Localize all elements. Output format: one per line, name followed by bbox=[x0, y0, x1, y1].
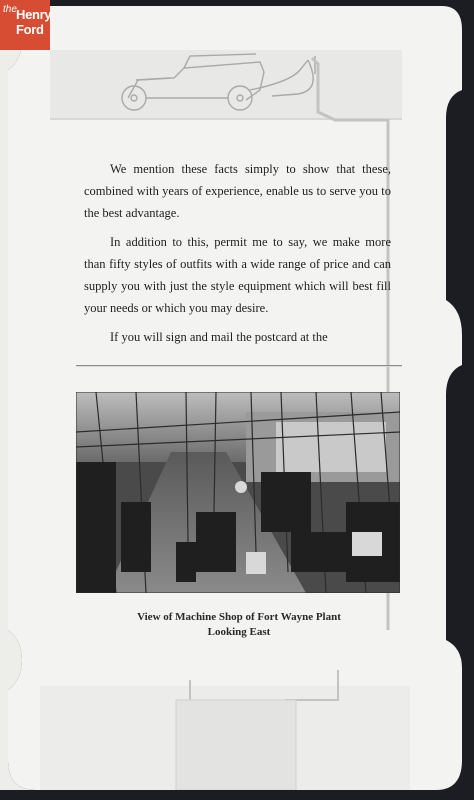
paragraph-2: In addition to this, permit me to say, we make more than fifty styles of outfits with a wide range of price and can supply you with just the style equipment which will best fill your needs or which you may desire. bbox=[84, 235, 391, 315]
photo-caption bbox=[76, 610, 402, 640]
machine-shop-photo bbox=[76, 392, 400, 593]
henry-ford-logo bbox=[0, 0, 50, 50]
caption-line-1: View of Machine Shop of Fort Wayne Plant bbox=[137, 611, 341, 623]
logo-word-the: the bbox=[3, 4, 17, 15]
divider-rule bbox=[76, 365, 402, 367]
caption-line-2: Looking East bbox=[207, 626, 271, 638]
logo-word-ford: Ford bbox=[16, 22, 44, 37]
paragraph-1: We mention these facts simply to show that these, combined with years of experience, enable us to serve you to the best advantage. bbox=[84, 162, 391, 220]
body-text bbox=[84, 158, 391, 355]
battery-illustration bbox=[40, 640, 420, 790]
paragraph-3: If you will sign and mail the postcard at the bbox=[110, 330, 328, 344]
logo-word-henry: Henry bbox=[16, 7, 52, 22]
